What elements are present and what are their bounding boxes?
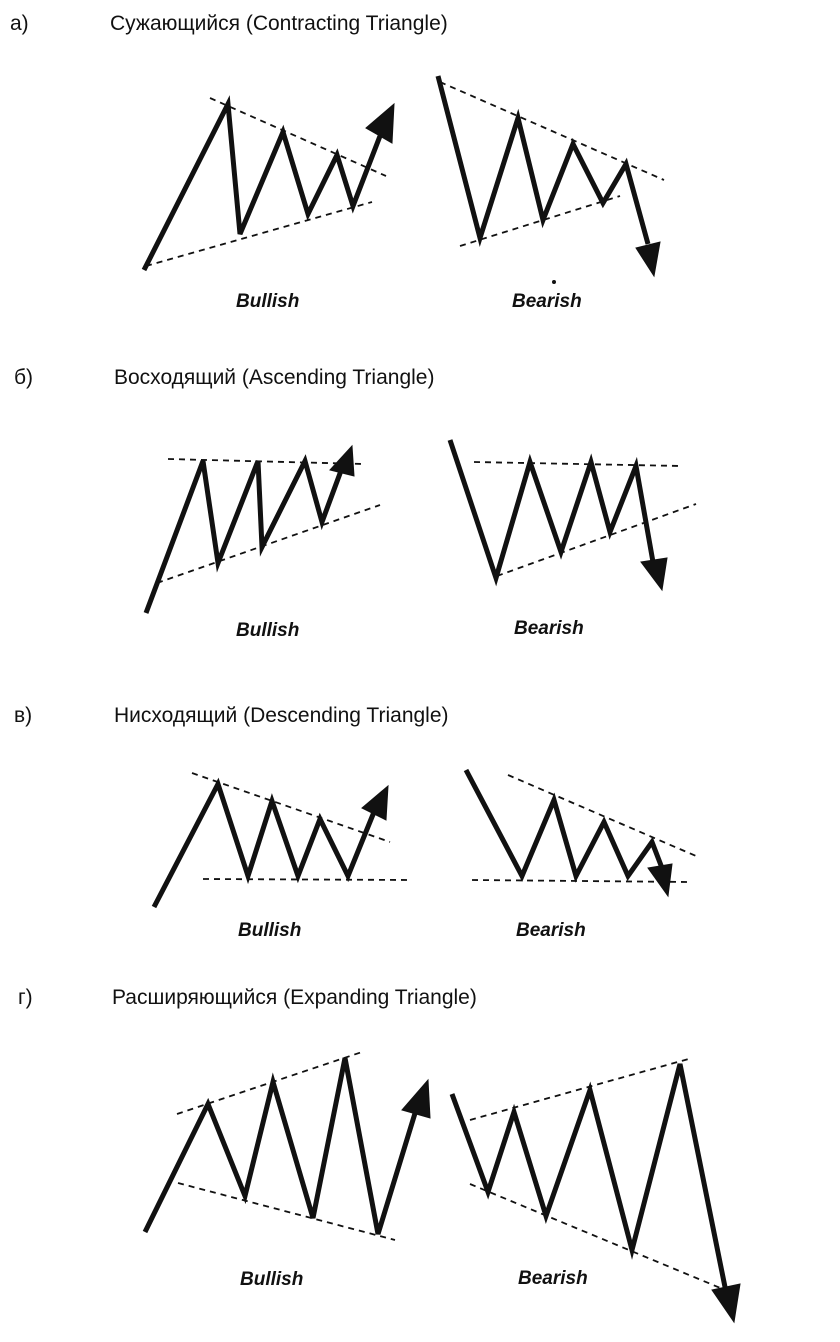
ascending-bearish-down-arrow-icon <box>641 558 667 590</box>
section-c-letter: в) <box>14 704 33 727</box>
expanding-bullish-up-arrow-icon <box>402 1080 430 1118</box>
ascending-bearish-resistance-line <box>474 462 682 466</box>
ascending-bearish-pattern <box>450 440 696 590</box>
section-d-letter: г) <box>18 986 33 1009</box>
contracting-bullish-lower-bound <box>146 202 372 266</box>
scan-speck <box>552 280 556 284</box>
expanding-bullish-pattern <box>145 1052 430 1240</box>
descending-bearish-down-arrow-icon <box>648 864 672 896</box>
section-c-title: Нисходящий (Descending Triangle) <box>114 704 449 727</box>
expanding-bearish-pattern <box>452 1058 740 1322</box>
expanding-bearish-price-line <box>452 1064 726 1292</box>
section-b-letter: б) <box>14 366 34 389</box>
contracting-bullish-price-line <box>144 104 380 270</box>
section-b-title: Восходящий (Ascending Triangle) <box>114 366 435 389</box>
contracting-bearish-upper-bound <box>440 82 664 180</box>
contracting-bearish-pattern <box>438 76 664 276</box>
ascending-bullish-up-arrow-icon <box>330 446 354 476</box>
section-c-bullish-caption: Bullish <box>238 920 302 941</box>
descending-bullish-resistance-line <box>192 773 390 842</box>
section-d-bullish-caption: Bullish <box>240 1269 304 1290</box>
section-c-bearish-caption: Bearish <box>516 920 586 941</box>
ascending-bullish-resistance-line <box>168 459 364 464</box>
descending-bearish-pattern <box>466 770 696 896</box>
section-a-bullish-caption: Bullish <box>236 291 300 312</box>
section-b-bearish-caption: Bearish <box>514 618 584 639</box>
descending-bullish-pattern <box>154 773 410 907</box>
ascending-bearish-price-line <box>450 440 653 578</box>
section-a-letter: а) <box>10 12 29 35</box>
descending-bullish-up-arrow-icon <box>362 786 388 820</box>
section-d-title: Расширяющийся (Expanding Triangle) <box>112 986 477 1009</box>
section-b-bullish-caption: Bullish <box>236 620 300 641</box>
contracting-bullish-pattern <box>144 98 394 270</box>
descending-bullish-price-line <box>154 784 374 907</box>
section-a-title: Сужающийся (Contracting Triangle) <box>110 12 448 35</box>
descending-bearish-price-line <box>466 770 662 876</box>
expanding-bullish-lower-bound <box>178 1183 395 1240</box>
descending-bullish-support-line <box>203 879 410 880</box>
contracting-bearish-down-arrow-icon <box>636 242 660 276</box>
ascending-bullish-support-line <box>157 505 380 583</box>
expanding-bearish-lower-bound <box>470 1184 730 1292</box>
contracting-bullish-upper-bound <box>210 98 386 176</box>
section-a-bearish-caption: Bearish <box>512 291 582 312</box>
section-d-bearish-caption: Bearish <box>518 1268 588 1289</box>
ascending-bullish-price-line <box>146 461 342 613</box>
ascending-bullish-pattern <box>146 446 380 613</box>
expanding-bearish-down-arrow-icon <box>712 1284 740 1322</box>
expanding-bullish-price-line <box>145 1058 416 1234</box>
